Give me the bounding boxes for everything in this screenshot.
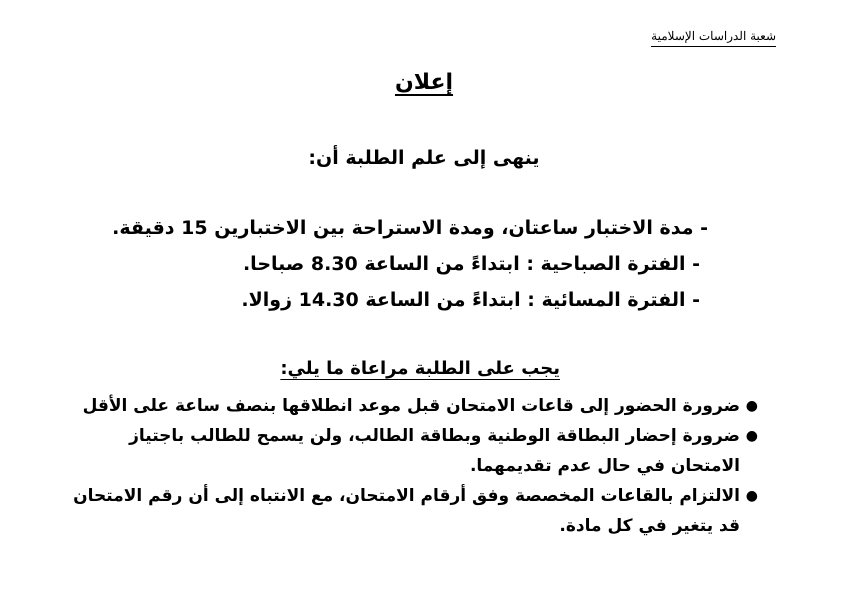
intro-text: ينهى إلى علم الطلبة أن: xyxy=(308,147,540,169)
bullet-icon: ● xyxy=(745,488,758,504)
bullet-icon: ● xyxy=(745,398,758,414)
requirement-line-continued: قد يتغير في كل مادة. xyxy=(559,516,740,536)
announcement-title-text: إعلان xyxy=(394,70,454,95)
requirement-line-continued: الامتحان في حال عدم تقديمهما. xyxy=(469,456,740,476)
requirement-line: ضرورة إحضار البطاقة الوطنية وبطاقة الطالب، ولن يسمح للطالب باجتياز xyxy=(129,426,740,446)
bullet-icon: ● xyxy=(745,428,758,444)
requirements-list xyxy=(73,391,758,541)
schedule-list xyxy=(108,210,708,318)
requirement-item xyxy=(78,421,758,481)
schedule-item-duration: - مدة الاختبار ساعتان، ومدة الاستراحة بين الاختبارين 15 دقيقة. xyxy=(112,217,708,239)
requirement-line: الالتزام بالقاعات المخصصة وفق أرقام الامتحان، مع الانتباه إلى أن رقم الامتحان xyxy=(73,486,740,506)
requirement-item xyxy=(78,391,758,421)
department-header: شعبة الدراسات الإسلامية xyxy=(651,29,776,47)
requirement-item xyxy=(73,481,758,541)
schedule-item-evening: - الفترة المسائية : ابتداءً من الساعة 14.30 زوالا. xyxy=(241,289,700,311)
announcement-title xyxy=(0,70,848,95)
schedule-item-morning: - الفترة الصباحية : ابتداءً من الساعة 8.30 صباحا. xyxy=(242,253,700,275)
requirement-line: ضرورة الحضور إلى قاعات الامتحان قبل موعد انطلاقها بنصف ساعة على الأقل xyxy=(82,396,740,416)
requirements-heading: يجب على الطلبة مراعاة ما يلي: xyxy=(280,358,560,379)
